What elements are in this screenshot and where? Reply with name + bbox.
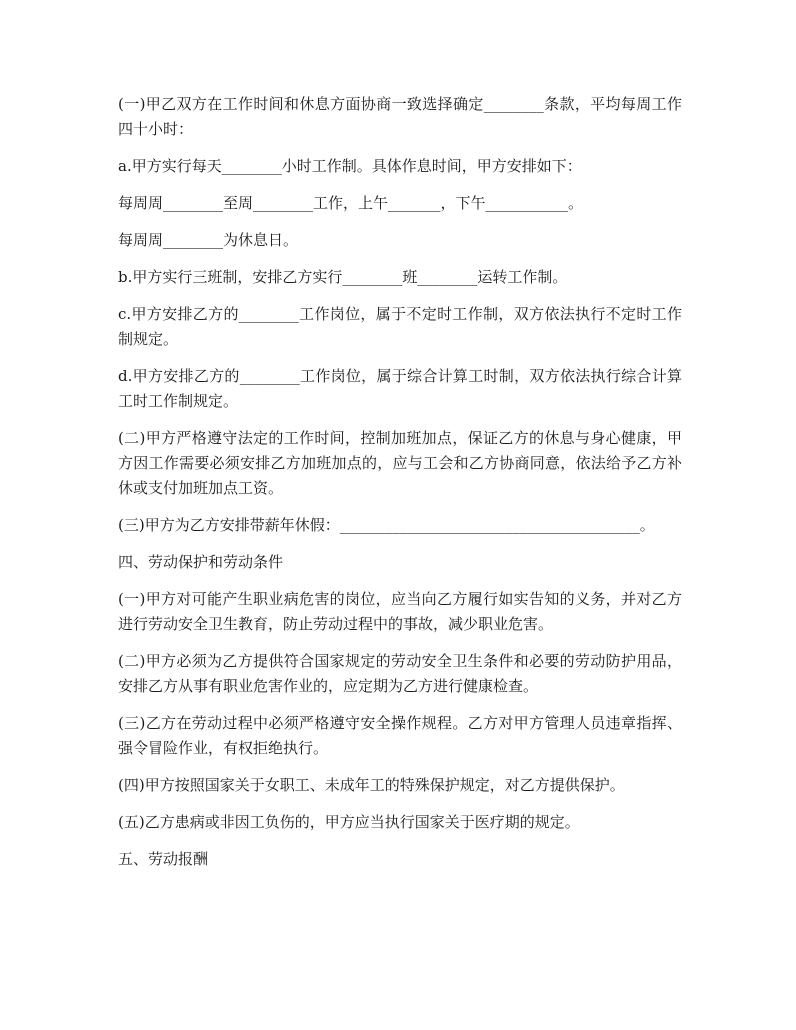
- paragraph-daily-hours: a.甲方实行每天________小时工作制。具体作息时间，甲方安排如下：: [118, 157, 582, 175]
- paragraph-medical-period: (五)乙方患病或非因工负伤的，甲方应当执行国家关于医疗期的规定。: [118, 813, 580, 831]
- document-page: [118, 92, 682, 884]
- paragraph-working-hours-agreement: (一)甲乙双方在工作时间和休息方面协商一致选择确定________条款，平均每周工作四十小时：: [118, 95, 682, 138]
- paragraph-shift-system: b.甲方实行三班制，安排乙方实行________班________运转工作制。: [118, 268, 568, 286]
- paragraph-weekly-schedule: 每周周________至周________工作，上午_______，下午___________。: [118, 194, 584, 212]
- paragraph-occupational-hazard: (一)甲方对可能产生职业病危害的岗位，应当向乙方履行如实告知的义务，并对乙方进行劳动安全卫生教育，防止劳动过程中的事故，减少职业危害。: [118, 590, 682, 633]
- paragraph-comprehensive-hours: d.甲方安排乙方的________工作岗位，属于综合计算工时制，双方依法执行综合计算工时工作制规定。: [118, 367, 682, 410]
- paragraph-rest-day: 每周周________为休息日。: [118, 231, 299, 249]
- paragraph-annual-leave: (三)甲方为乙方安排带薪年休假：________________________________________。: [118, 516, 655, 534]
- paragraph-safety-rules: (三)乙方在劳动过程中必须严格遵守安全操作规程。乙方对甲方管理人员违章指挥、强令冒险作业，有权拒绝执行。: [118, 714, 682, 757]
- paragraph-special-protection: (四)甲方按照国家关于女职工、未成年工的特殊保护规定，对乙方提供保护。: [118, 776, 625, 794]
- paragraph-overtime: (二)甲方严格遵守法定的工作时间，控制加班加点，保证乙方的休息与身心健康，甲方因工作需要必须安排乙方加班加点的，应与工会和乙方协商同意，依法给予乙方补休或支付加班加点工资。: [118, 429, 682, 497]
- paragraph-flexible-hours: c.甲方安排乙方的________工作岗位，属于不定时工作制，双方依法执行不定时工作制规定。: [118, 305, 682, 348]
- paragraph-safety-conditions: (二)甲方必须为乙方提供符合国家规定的劳动安全卫生条件和必要的劳动防护用品，安排乙方从事有职业危害作业的，应定期为乙方进行健康检查。: [118, 652, 682, 695]
- section-heading-remuneration: 五、劳动报酬: [118, 850, 209, 868]
- section-heading-labor-protection: 四、劳动保护和劳动条件: [118, 553, 284, 571]
